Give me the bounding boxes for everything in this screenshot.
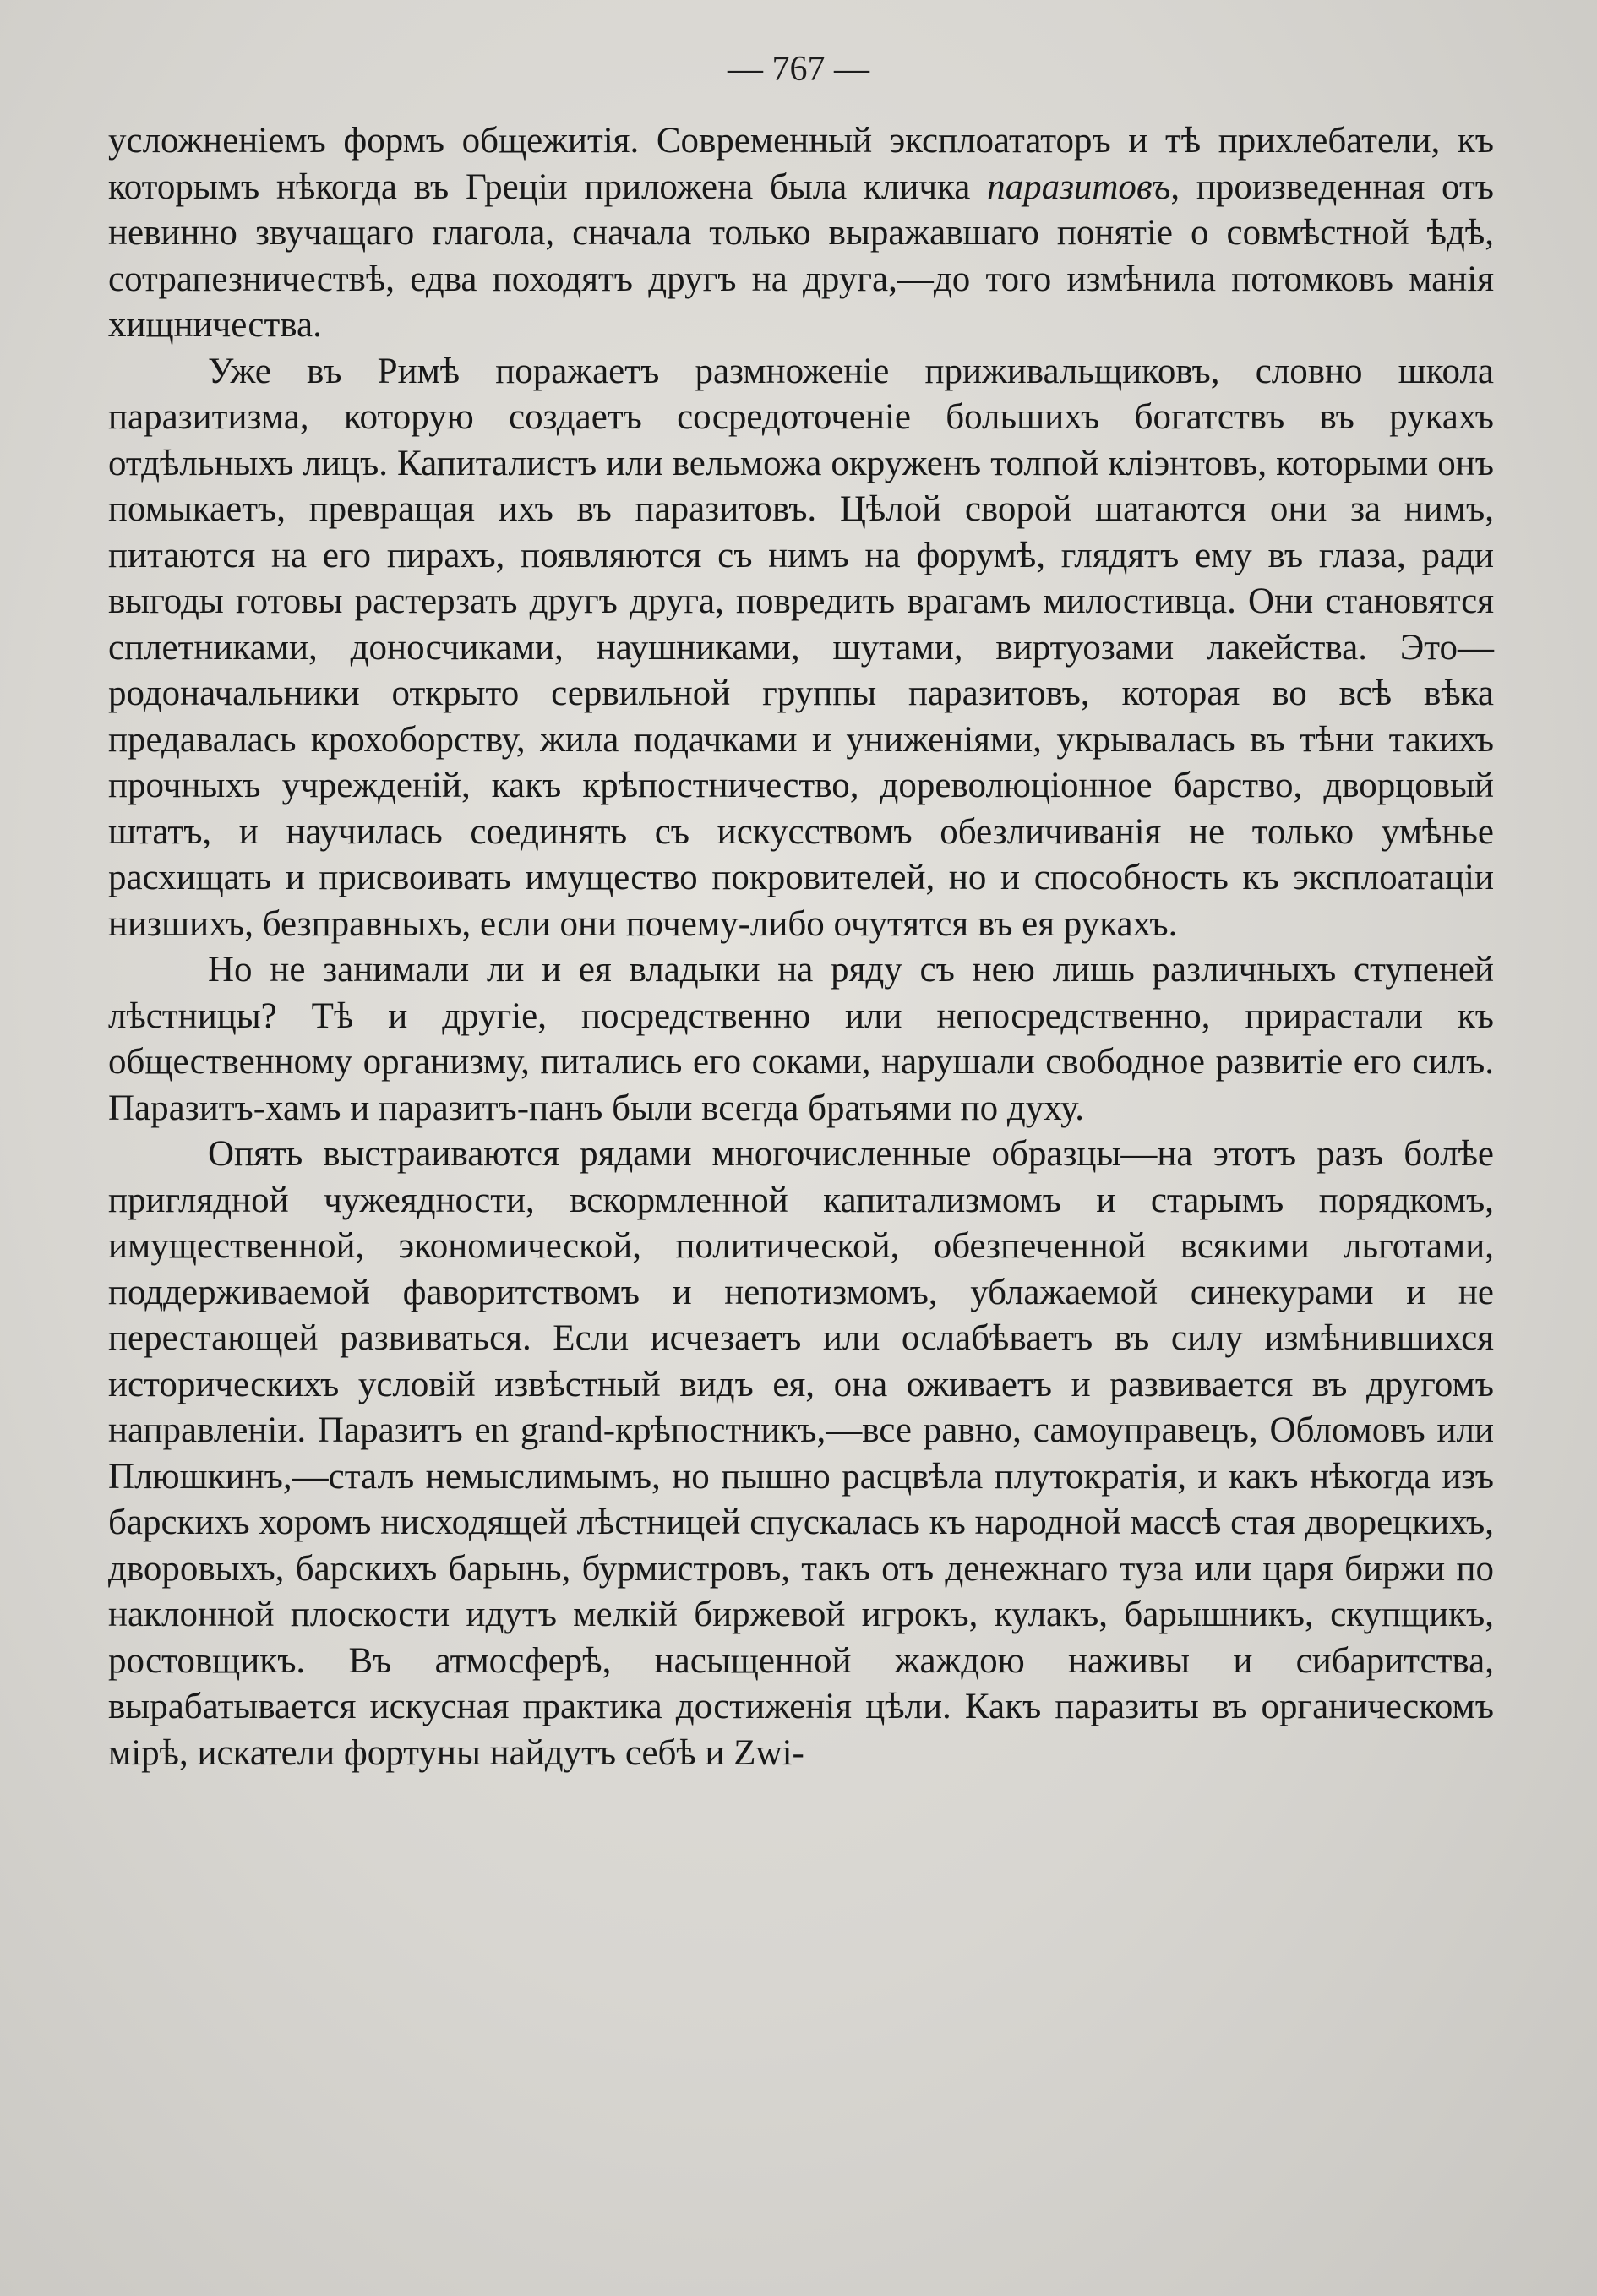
paragraph-3: Но не занимали ли и ея владыки на ряду съ нею лишь различныхъ ступеней лѣстницы? Тѣ и другіе, посредственно или непосредственно, прирастали къ общественному организму, питались его соками, нарушали свободное развитіе его силъ. Паразитъ-хамъ и паразитъ-панъ были всегда братьями по духу.	[108, 950, 1494, 1128]
paragraph-1	[108, 118, 1494, 349]
page-number: — 767 —	[728, 50, 869, 89]
body-text	[108, 118, 1494, 1776]
paragraph-4: Опять выстраиваются рядами многочисленные образцы—на этотъ разъ болѣе приглядной чужеядности, вскормленной капитализмомъ и старымъ порядкомъ, имущественной, экономической, политической, обезпеченной всякими льготами, поддерживаемой фаворитствомъ и непотизмомъ, ублажаемой синекурами и не перестающей развиваться. Если исчезаетъ или ослабѣваетъ въ силу измѣнившихся историческихъ условій извѣстный видъ ея, она оживаетъ и развивается въ другомъ направленіи. Паразитъ en grand-крѣпостникъ,—все равно, самоуправецъ, Обломовъ или Плюшкинъ,—сталъ немыслимымъ, но пышно расцвѣла плутократія, и какъ нѣкогда изъ барскихъ хоромъ нисходящей лѣстницей спускалась къ народной массѣ стая дворецкихъ, дворовыхъ, барскихъ барынь, бурмистровъ, такъ отъ денежнаго туза или царя биржи по наклонной плоскости идутъ мелкій биржевой игрокъ, кулакъ, барышникъ, скупщикъ, ростовщикъ. Въ атмосферѣ, насыщенной жаждою наживы и сибаритства, вырабатывается искусная практика достиженія цѣли. Какъ паразиты въ органическомъ мірѣ, искатели фортуны найдутъ себѣ и Zwi-	[108, 1134, 1494, 1773]
paragraph-1-part-1: усложненіемъ формъ общежитія. Современный эксплоататоръ и тѣ прихлебатели, къ которымъ нѣкогда въ Греціи приложена была кличка	[108, 121, 1494, 207]
italic-term-parasites: паразитовъ	[987, 166, 1171, 207]
paragraph-2: Уже въ Римѣ поражаетъ размноженіе приживальщиковъ, словно школа паразитизма, которую создаетъ сосредоточеніе большихъ богатствъ въ рукахъ отдѣльныхъ лицъ. Капиталистъ или вельможа окруженъ толпой кліэнтовъ, которыми онъ помыкаетъ, превращая ихъ въ паразитовъ. Цѣлой сворой шатаются они за нимъ, питаются на его пирахъ, появляются съ нимъ на форумѣ, глядятъ ему въ глаза, ради выгоды готовы растерзать другъ друга, повредить врагамъ милостивца. Они становятся сплетниками, доносчиками, наушниками, шутами, виртуозами лакейства. Это—родоначальники открыто сервильной группы паразитовъ, которая во всѣ вѣка предавалась крохоборству, жила подачками и униженіями, укрывалась въ тѣни такихъ прочныхъ учрежденій, какъ крѣпостничество, дореволюціонное барство, дворцовый штатъ, и научилась соединять съ искусствомъ обезличиванія не только умѣнье расхищать и присвоивать имущество покровителей, но и способность къ эксплоатаціи низшихъ, безправныхъ, если они почему-либо очутятся въ ея рукахъ.	[108, 351, 1494, 944]
paragraph-1-part-2: , произведенная отъ невинно звучащаго глагола, сначала только выражавшаго понятіе о совмѣстной ѣдѣ, сотрапезничествѣ, едва походятъ другъ на друга,—до того измѣнила потомковъ манія хищничества.	[108, 166, 1495, 345]
